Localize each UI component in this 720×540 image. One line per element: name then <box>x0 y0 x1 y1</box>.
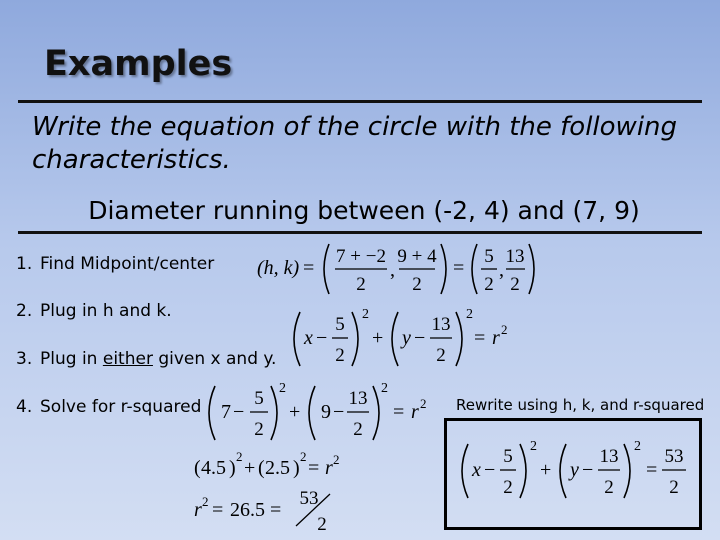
step-text: Solve for r-squared <box>40 397 202 417</box>
final-equation <box>456 438 696 502</box>
h-numerator: 5 <box>503 446 513 467</box>
problem-statement: Diameter running between (-2, 4) and (7, 9) <box>88 196 640 225</box>
svg-text:−: − <box>414 327 426 349</box>
midpoint-equation <box>255 238 545 300</box>
svg-text:+: + <box>372 327 384 349</box>
step-4 <box>16 397 201 417</box>
svg-text:=: = <box>308 457 320 479</box>
exponent: 2 <box>466 307 473 322</box>
step-text: Find Midpoint/center <box>40 254 215 274</box>
radius-symbol: r <box>411 401 419 423</box>
svg-text:=: = <box>393 401 405 423</box>
svg-text:=: = <box>453 257 465 279</box>
r-squared-equation <box>192 486 352 536</box>
y-sum: 9 + 4 <box>397 246 437 267</box>
denominator: 2 <box>254 419 264 440</box>
svg-text:−: − <box>233 401 245 423</box>
svg-text:r: r <box>194 499 202 521</box>
denominator: 2 <box>353 419 363 440</box>
svg-text:y: y <box>570 459 579 481</box>
svg-text:(: ( <box>194 457 201 479</box>
x-value: 7 <box>221 401 231 423</box>
step-number: 1. <box>16 254 33 274</box>
svg-text:=: = <box>646 459 658 481</box>
title-divider-bottom <box>18 231 702 234</box>
slide-title: Examples <box>44 44 233 84</box>
problem-prompt: Write the equation of the circle with the following characteristics. <box>32 112 678 175</box>
svg-text:+: + <box>540 459 552 481</box>
step-number: 2. <box>16 301 33 321</box>
k-numerator: 13 <box>431 314 451 335</box>
decimal-equation <box>192 448 372 484</box>
svg-text:,: , <box>499 259 504 281</box>
svg-text:,: , <box>390 259 395 281</box>
k-numerator: 13 <box>348 388 368 409</box>
svg-text:=: = <box>212 499 224 521</box>
step-text-underlined: either <box>102 349 153 369</box>
svg-text:−: − <box>484 459 496 481</box>
svg-text:=: = <box>474 327 486 349</box>
svg-text:−: − <box>582 459 594 481</box>
exponent: 2 <box>381 381 388 396</box>
h-numerator: 5 <box>254 388 264 409</box>
r-squared-denominator: 2 <box>317 514 327 535</box>
step-1 <box>16 254 214 274</box>
r-squared-decimal: 26.5 <box>230 499 265 521</box>
exponent: 2 <box>362 307 369 322</box>
svg-text:x: x <box>472 459 481 481</box>
denominator: 2 <box>503 477 513 498</box>
svg-text:y: y <box>402 327 411 349</box>
denominator: 2 <box>436 345 446 366</box>
decimal-a: 4.5 <box>201 457 226 479</box>
step-text-after: given x and y. <box>152 349 277 369</box>
denominator: 2 <box>484 274 494 295</box>
svg-text:): ) <box>293 457 300 479</box>
circle-template-equation <box>288 306 518 370</box>
radius-symbol: r <box>325 457 333 479</box>
center-coordinates: (h, k) <box>257 257 300 279</box>
step-3 <box>16 349 276 369</box>
y-value: 9 <box>321 401 331 423</box>
exponent: 2 <box>333 452 340 467</box>
denominator: 2 <box>510 274 520 295</box>
r-squared-numerator: 53 <box>299 488 319 509</box>
title-divider-top <box>18 100 702 103</box>
exponent: 2 <box>501 322 508 337</box>
svg-text:−: − <box>316 327 328 349</box>
r-squared-numerator: 53 <box>664 446 684 467</box>
svg-text:−: − <box>333 401 345 423</box>
svg-text:+: + <box>289 401 301 423</box>
x-sum: 7 + −2 <box>336 246 386 267</box>
center-y: 13 <box>505 246 525 267</box>
svg-text:=: = <box>270 499 282 521</box>
decimal-b: 2.5 <box>265 457 290 479</box>
radius-symbol: r <box>492 327 500 349</box>
center-x: 5 <box>484 246 494 267</box>
denominator: 2 <box>604 477 614 498</box>
svg-text:x: x <box>304 327 313 349</box>
exponent: 2 <box>300 449 307 464</box>
exponent: 2 <box>420 396 427 411</box>
r-squared-denominator: 2 <box>669 477 679 498</box>
h-numerator: 5 <box>335 314 345 335</box>
svg-text:(: ( <box>258 457 265 479</box>
denominator: 2 <box>412 274 422 295</box>
exponent: 2 <box>279 381 286 396</box>
exponent: 2 <box>634 439 641 454</box>
svg-text:2: 2 <box>202 494 209 509</box>
k-numerator: 13 <box>599 446 619 467</box>
denominator: 2 <box>356 274 366 295</box>
step-number: 4. <box>16 397 33 417</box>
svg-text:+: + <box>244 457 256 479</box>
substituted-equation <box>203 380 438 444</box>
svg-text:=: = <box>303 257 315 279</box>
step-number: 3. <box>16 349 33 369</box>
denominator: 2 <box>335 345 345 366</box>
exponent: 2 <box>530 439 537 454</box>
step-text: Plug in h and k. <box>40 301 172 321</box>
step-text-before: Plug in <box>40 349 103 369</box>
rewrite-note: Rewrite using h, k, and r-squared <box>456 396 705 414</box>
exponent: 2 <box>236 449 243 464</box>
svg-text:): ) <box>229 457 236 479</box>
step-2 <box>16 301 172 321</box>
